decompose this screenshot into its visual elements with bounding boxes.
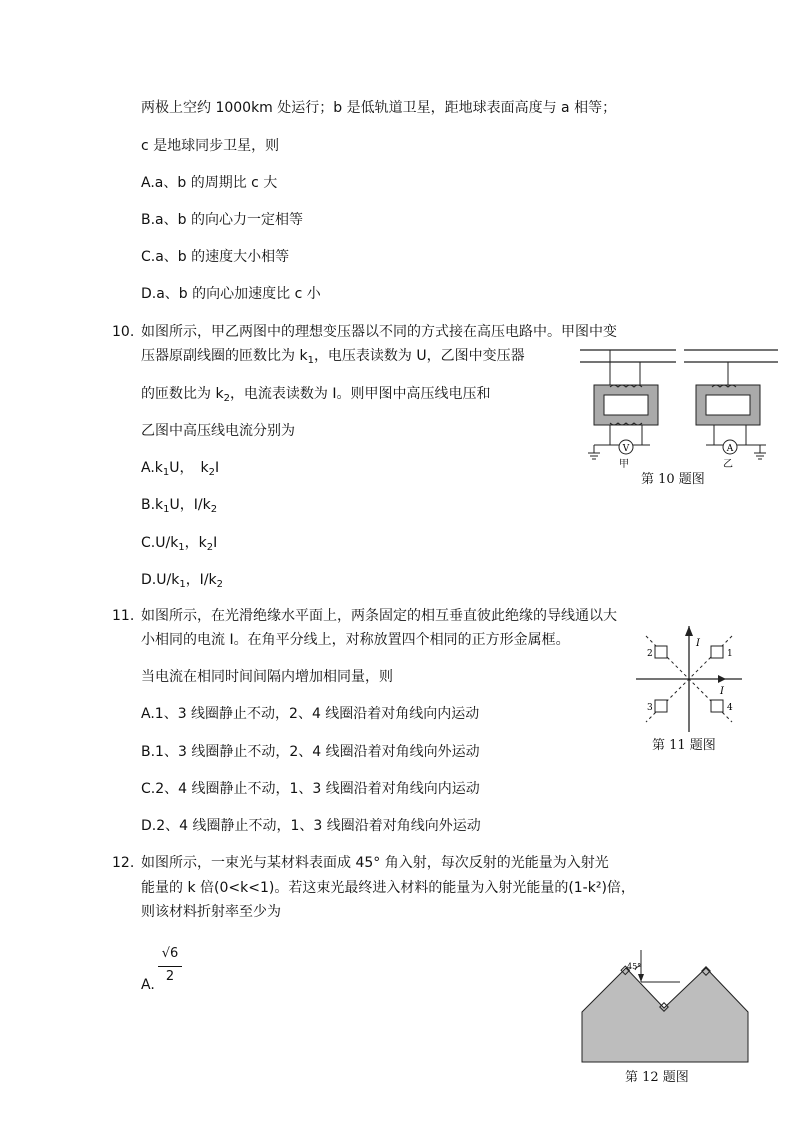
q11-wire-loops-figure (634, 624, 744, 734)
angle-label: 45° (627, 962, 642, 971)
q11-caption: 第 11 题图 (652, 738, 716, 753)
q10-text-line2: 压器原副线圈的匝数比为 $k_1$，电压表读数为 U，乙图中变压器 (141, 348, 525, 366)
q9-option-c: C.a、b 的速度大小相等 (141, 249, 290, 265)
q12-option-a-prefix: A. (141, 977, 155, 993)
loop-label-4: 4 (727, 703, 733, 713)
current-label-horizontal: I (720, 686, 724, 697)
q12-text-line3: 则该材料折射率至少为 (141, 904, 281, 920)
q12-caption: 第 12 题图 (625, 1070, 689, 1085)
q12-number: 12. (112, 855, 135, 871)
q12-text-line1: 如图所示，一束光与某材料表面成 45° 角入射，每次反射的光能量为入射光 (141, 855, 609, 871)
q11-text-line2: 小相同的电流 I。在角平分线上，对称放置四个相同的正方形金属框。 (141, 632, 570, 648)
q10-option-b: $B.k_1U$，$I/k_2$ (141, 497, 218, 515)
q11-option-a: A.1、3 线圈静止不动，2、4 线圈沿着对角线向内运动 (141, 706, 480, 722)
q11-number: 11. (112, 608, 135, 624)
q10-text-line4: 乙图中高压线电流分别为 (141, 423, 295, 439)
q10-option-d: $D.U/k_1$，$I/k_2$ (141, 572, 224, 590)
q10-option-a: $A.k_1U$， $k_2I$ (141, 460, 220, 478)
q10-number: 10. (112, 324, 135, 340)
q9-option-a: A.a、b 的周期比 c 大 (141, 175, 278, 191)
q12-option-a-denominator: 2 (165, 969, 175, 984)
q10-text-line1: 如图所示，甲乙两图中的理想变压器以不同的方式接在高压电路中。甲图中变 (141, 324, 617, 340)
q9-text-line2: c 是地球同步卫星，则 (141, 138, 280, 154)
ammeter-label: A (726, 444, 734, 454)
q9-option-d: D.a、b 的向心加速度比 c 小 (141, 286, 321, 302)
q11-option-d: D.2、4 线圈静止不动，1、3 线圈沿着对角线向外运动 (141, 818, 481, 834)
q10-option-c: $C.U/k_1$，$k_2I$ (141, 535, 218, 553)
q12-option-a-numerator: √6 (161, 946, 179, 961)
q10-transformer-figure (580, 345, 780, 470)
loop-label-2: 2 (647, 649, 653, 659)
loop-label-3: 3 (647, 703, 653, 713)
q12-light-figure (582, 950, 750, 1065)
q11-option-c: C.2、4 线圈静止不动，1、3 线圈沿着对角线向内运动 (141, 781, 480, 797)
q11-text-line3: 当电流在相同时间间隔内增加相同量，则 (141, 669, 393, 685)
q11-option-b: B.1、3 线圈静止不动，2、4 线圈沿着对角线向外运动 (141, 744, 480, 760)
yi-label: 乙 (723, 459, 733, 470)
jia-label: 甲 (619, 459, 629, 470)
q12-text-line2: 能量的 k 倍(0<k<1)。若这束光最终进入材料的能量为入射光能量的(1-k²)倍， (141, 880, 635, 896)
loop-label-1: 1 (727, 649, 733, 659)
current-label-vertical: I (696, 638, 700, 649)
voltmeter-label: V (622, 444, 630, 454)
q9-option-b: B.a、b 的向心力一定相等 (141, 212, 303, 228)
q11-text-line1: 如图所示，在光滑绝缘水平面上，两条固定的相互垂直彼此绝缘的导线通以大 (141, 608, 617, 624)
q9-text-line1: 两极上空约 1000km 处运行；b 是低轨道卫星，距地球表面高度与 a 相等； (141, 100, 617, 116)
q10-caption: 第 10 题图 (641, 472, 705, 487)
q10-text-line3: 的匝数比为 $k_2$，电流表读数为 I。则甲图中高压线电压和 (141, 386, 491, 404)
fraction-bar (158, 966, 182, 967)
